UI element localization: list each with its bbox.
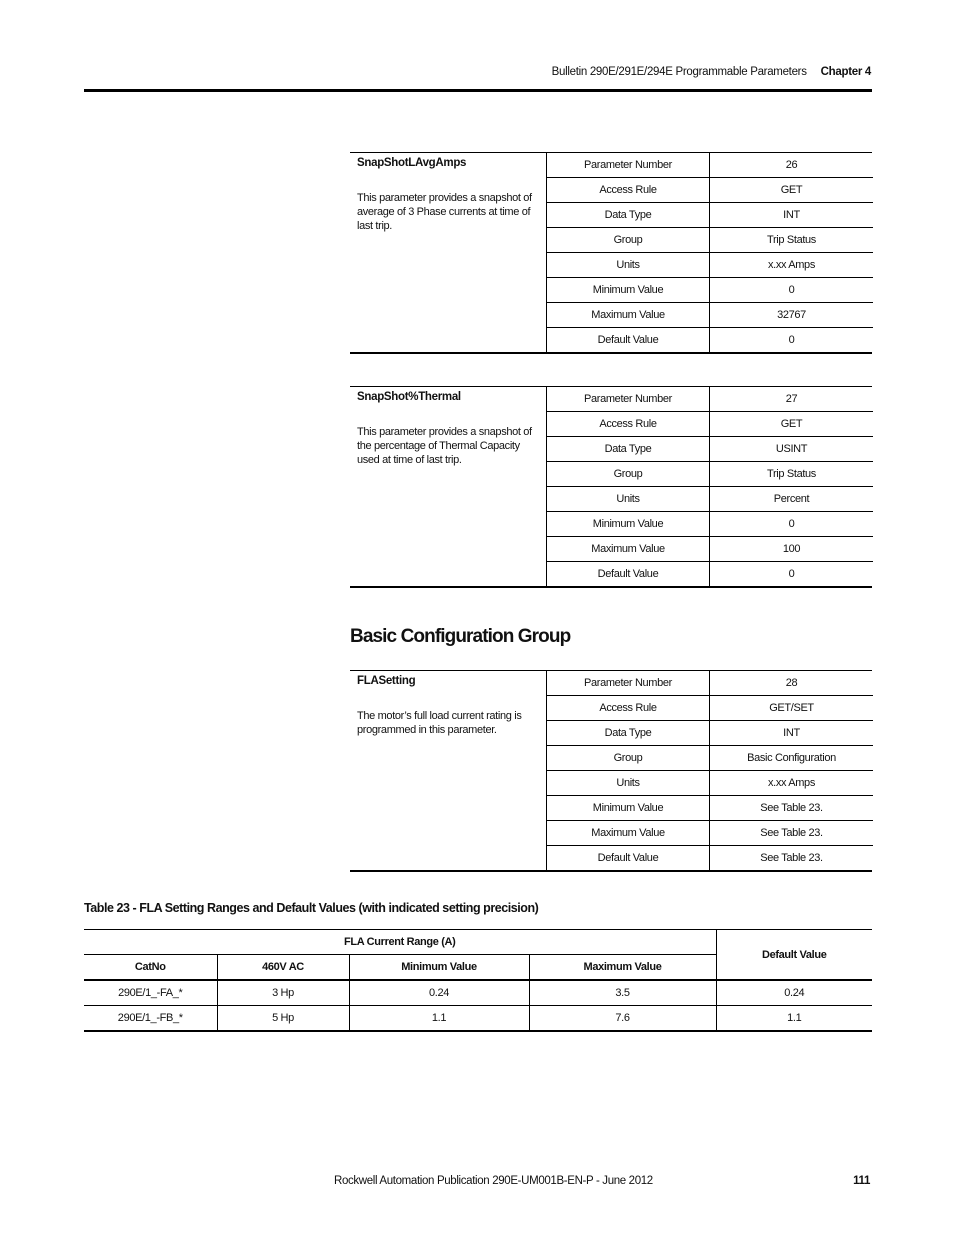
param-row-label: Maximum Value: [547, 537, 710, 561]
param-row-value: See Table 23.: [760, 827, 823, 839]
param-info: [350, 671, 546, 870]
header-rule: [84, 89, 872, 92]
param-row: [547, 437, 873, 462]
table-cell: 290E/1_-FA_*: [84, 980, 217, 1006]
param-info: [350, 153, 546, 352]
param-row-value: Trip Status: [767, 234, 816, 246]
param-row-label: Maximum Value: [547, 821, 710, 845]
param-row: [547, 412, 873, 437]
param-row: [547, 721, 873, 746]
column-header: Minimum Value: [349, 955, 529, 981]
param-description: The motor’s full load current rating is programmed in this parameter.: [357, 710, 522, 736]
param-row: [547, 846, 873, 870]
column-header: CatNo: [84, 955, 217, 981]
param-row: [547, 153, 873, 178]
param-grid: [546, 387, 873, 586]
param-row: [547, 562, 873, 586]
param-row: [547, 537, 873, 562]
param-row: [547, 512, 873, 537]
param-row: [547, 178, 873, 203]
param-row: [547, 487, 873, 512]
param-grid: [546, 153, 873, 352]
param-row-label: Group: [547, 746, 710, 770]
param-row-value: 28: [785, 677, 798, 689]
table-caption: Table 23 - FLA Setting Ranges and Default Values (with indicated setting precision): [84, 901, 539, 915]
param-row-value: 0: [788, 334, 795, 346]
param-table-flasetting: [350, 670, 872, 872]
param-row: [547, 303, 873, 328]
param-row-label: Default Value: [547, 328, 710, 352]
param-description: This parameter provides a snapshot of the percentage of Thermal Capacity used at time of last trip.: [357, 426, 532, 466]
table-cell: 0.24: [349, 980, 529, 1006]
param-row: [547, 796, 873, 821]
param-row: [547, 228, 873, 253]
page-number: 111: [853, 1175, 870, 1187]
param-row-value: GET: [780, 184, 803, 196]
param-row-value: INT: [783, 727, 800, 739]
param-row-value: INT: [783, 209, 800, 221]
page-header: [552, 66, 871, 78]
param-row-label: Units: [547, 253, 710, 277]
param-row-label: Access Rule: [547, 178, 710, 202]
param-row-label: Access Rule: [547, 696, 710, 720]
param-row-label: Group: [547, 228, 710, 252]
table-cell: 0.24: [716, 980, 872, 1006]
param-row-label: Maximum Value: [547, 303, 710, 327]
param-row: [547, 387, 873, 412]
column-header: 460V AC: [217, 955, 349, 981]
param-row: [547, 278, 873, 303]
footer-publication: Rockwell Automation Publication 290E-UM001B-EN-P - June 2012: [334, 1175, 653, 1187]
header-chapter: Chapter 4: [820, 66, 871, 78]
param-row: [547, 203, 873, 228]
param-row-label: Units: [547, 487, 710, 511]
section-heading: Basic Configuration Group: [350, 626, 571, 647]
param-table-snapshotlavgamps: [350, 152, 872, 354]
default-value-header: Default Value: [716, 930, 872, 981]
param-row-label: Group: [547, 462, 710, 486]
param-row-value: 27: [785, 393, 798, 405]
param-row-value: Basic Configuration: [747, 752, 836, 764]
param-row-label: Data Type: [547, 437, 710, 461]
param-row-label: Minimum Value: [547, 278, 710, 302]
table-cell: 1.1: [349, 1006, 529, 1032]
param-row-value: See Table 23.: [760, 802, 823, 814]
table-cell: 3 Hp: [217, 980, 349, 1006]
param-row-label: Default Value: [547, 562, 710, 586]
param-row: [547, 771, 873, 796]
param-row-value: x.xx Amps: [768, 259, 815, 271]
param-description: This parameter provides a snapshot of average of 3 Phase currents at time of last trip.: [357, 192, 532, 232]
param-row: [547, 671, 873, 696]
column-header: Maximum Value: [529, 955, 716, 981]
param-row-label: Minimum Value: [547, 512, 710, 536]
param-row-value: GET: [780, 418, 803, 430]
table-cell: 7.6: [529, 1006, 716, 1032]
param-row-value: Trip Status: [767, 468, 816, 480]
table-cell: 5 Hp: [217, 1006, 349, 1032]
param-row: [547, 462, 873, 487]
param-name: FLASetting: [357, 675, 416, 687]
param-row-label: Parameter Number: [547, 387, 710, 411]
param-row-value: 26: [785, 159, 798, 171]
param-row: [547, 328, 873, 352]
table-row: [84, 980, 872, 1006]
header-title: Bulletin 290E/291E/294E Programmable Parameters: [551, 66, 807, 78]
param-row-value: 100: [782, 543, 801, 555]
param-row-label: Default Value: [547, 846, 710, 870]
param-row-value: 0: [788, 518, 795, 530]
param-name: SnapShot%Thermal: [357, 391, 461, 403]
param-info: [350, 387, 546, 586]
param-row-label: Data Type: [547, 721, 710, 745]
param-name: SnapShotLAvgAmps: [357, 157, 467, 169]
param-row-value: 0: [788, 568, 795, 580]
param-row-label: Access Rule: [547, 412, 710, 436]
param-row: [547, 821, 873, 846]
fla-setting-table: [84, 929, 872, 1032]
param-row-value: 32767: [777, 309, 806, 321]
table-row: [84, 1006, 872, 1032]
param-row-label: Minimum Value: [547, 796, 710, 820]
table-cell: 3.5: [529, 980, 716, 1006]
param-row: [547, 746, 873, 771]
param-row-value: Percent: [773, 493, 810, 505]
param-row: [547, 253, 873, 278]
param-table-snapshot-thermal: [350, 386, 872, 588]
param-row-value: 0: [788, 284, 795, 296]
param-row-label: Data Type: [547, 203, 710, 227]
param-row-label: Parameter Number: [547, 153, 710, 177]
param-row-value: GET/SET: [769, 702, 814, 714]
param-row-value: USINT: [775, 443, 808, 455]
param-row-label: Parameter Number: [547, 671, 710, 695]
param-row-value: x.xx Amps: [768, 777, 815, 789]
group-header: FLA Current Range (A): [84, 930, 716, 955]
param-row-label: Units: [547, 771, 710, 795]
param-row-value: See Table 23.: [760, 852, 823, 864]
table-cell: 290E/1_-FB_*: [84, 1006, 217, 1032]
table-cell: 1.1: [716, 1006, 872, 1032]
param-row: [547, 696, 873, 721]
param-grid: [546, 671, 873, 870]
